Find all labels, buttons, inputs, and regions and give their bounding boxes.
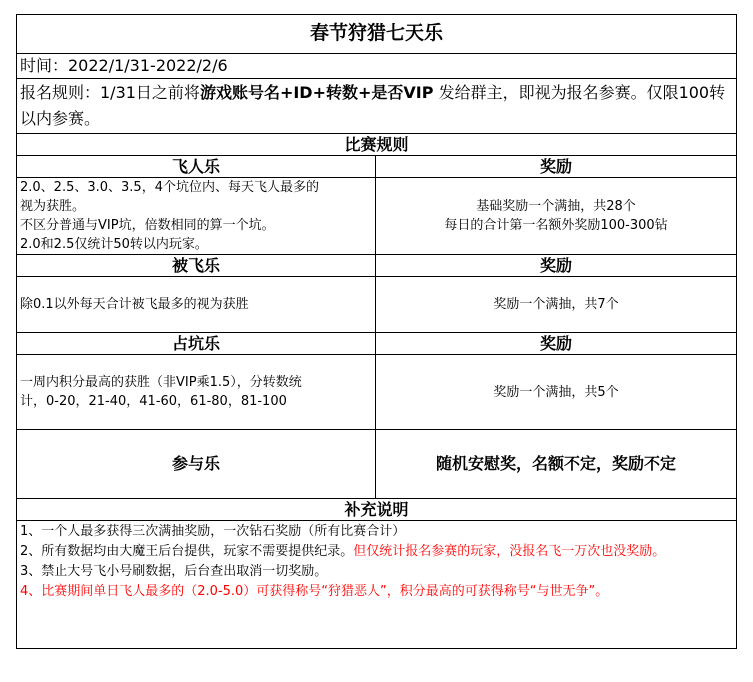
section-rule-zhankengle: [17, 355, 376, 430]
reward-header: 奖励: [376, 255, 737, 277]
notes-header: 补充说明: [17, 499, 737, 521]
note-item: [20, 582, 733, 602]
note-text: 2、所有数据均由大魔王后台提供，玩家不需要提供纪录。: [20, 544, 354, 559]
section-reward-canyule: 随机安慰奖，名额不定，奖励不定: [376, 430, 737, 499]
reward-line: 奖励一个满抽，共7个: [493, 297, 619, 312]
event-date: 时间：2022/1/31-2022/2/6: [17, 54, 737, 79]
reward-header: 奖励: [376, 156, 737, 178]
rule-line: 2.0和2.5仅统计50转以内玩家。: [20, 237, 208, 252]
signup-rule: [17, 79, 737, 134]
page-title: 春节狩猎七天乐: [17, 15, 737, 54]
section-reward-beifeile: [376, 277, 737, 333]
reward-line: 基础奖励一个满抽，共28个: [476, 199, 636, 214]
reward-line: 奖励一个满抽，共5个: [493, 384, 619, 400]
note-text: 3、禁止大号飞小号刷数据，后台查出取消一切奖励。: [20, 564, 328, 579]
note-item: [20, 522, 733, 542]
rules-header: 比赛规则: [17, 134, 737, 156]
section-reward-zhankengle: [376, 355, 737, 430]
note-item: [20, 562, 733, 582]
note-highlight: 但仅统计报名参赛的玩家，没报名飞一万次也没奖励。: [353, 544, 666, 559]
section-name-canyule: 参与乐: [17, 430, 376, 499]
reward-line: 每日的合计第一名额外奖励100-300钻: [444, 218, 668, 233]
section-name-zhankengle: 占坑乐: [17, 333, 376, 355]
rule-line: 一周内积分最高的获胜（非VIP乘1.5），分转数统: [20, 375, 302, 390]
signup-prefix: 报名规则：1/31日之前将: [20, 83, 200, 102]
notes-list: [17, 521, 737, 649]
reward-header: 奖励: [376, 333, 737, 355]
rules-table: [16, 14, 737, 649]
rule-line: 不区分普通与VIP坑，倍数相同的算一个坑。: [20, 218, 275, 233]
note-item: [20, 542, 733, 562]
rule-line: 计，0-20，21-40，41-60，61-80，81-100: [20, 394, 287, 409]
rule-line: 视为获胜。: [20, 199, 86, 214]
rule-line: 除0.1以外每天合计被飞最多的视为获胜: [20, 297, 249, 312]
signup-suffix: 发给群主，即视为报名参赛。仅限100转以内参赛。: [20, 83, 726, 128]
section-reward-feirenle: [376, 178, 737, 255]
note-highlight: 4、比赛期间单日飞人最多的（2.0-5.0）可获得称号“狩猎恶人”，积分最高的可获得称号“与世无争”。: [20, 584, 609, 599]
event-rules-sheet: [16, 14, 736, 649]
section-rule-feirenle: [17, 178, 376, 255]
rule-line: 2.0、2.5、3.0、3.5，4个坑位内、每天飞人最多的: [20, 180, 319, 195]
signup-required-info: 游戏账号名+ID+转数+是否VIP: [199, 83, 434, 102]
section-rule-beifeile: [17, 277, 376, 333]
section-name-feirenle: 飞人乐: [17, 156, 376, 178]
note-text: 1、一个人最多获得三次满抽奖励，一次钻石奖励（所有比赛合计）: [20, 524, 406, 539]
section-name-beifeile: 被飞乐: [17, 255, 376, 277]
